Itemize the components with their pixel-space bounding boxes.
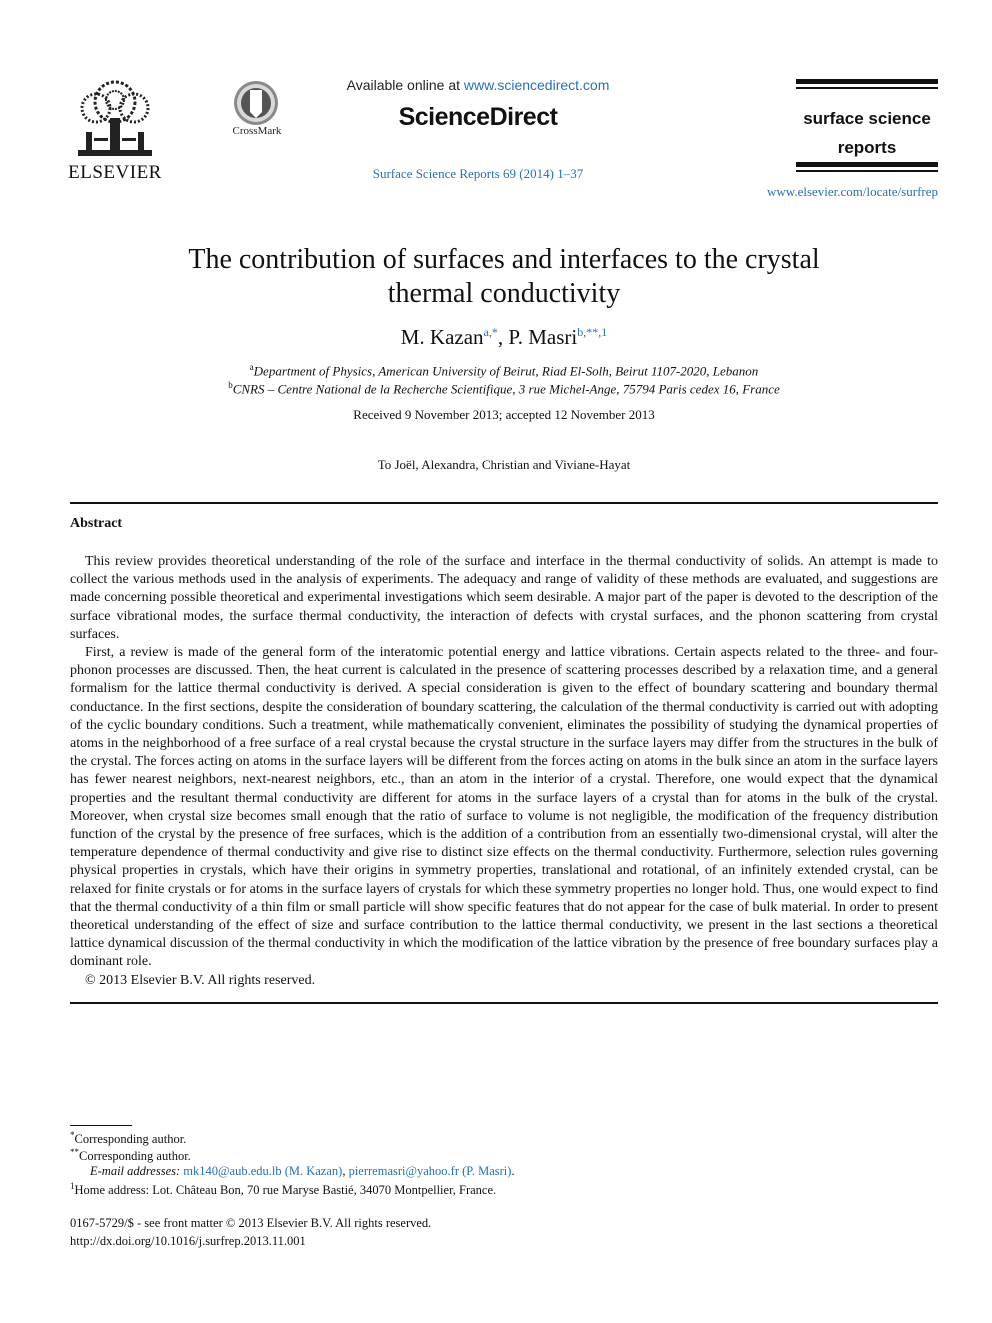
- available-online: [300, 77, 656, 93]
- footnote-home-address: [70, 1181, 938, 1198]
- received-dates: Received 9 November 2013; accepted 12 November 2013: [353, 407, 655, 422]
- title-line-2: thermal conductivity: [387, 278, 621, 309]
- elsevier-tree-icon: [72, 78, 158, 160]
- article-title: [120, 243, 888, 311]
- abstract-copyright: © 2013 Elsevier B.V. All rights reserved.: [85, 972, 316, 988]
- footnote-rule: [70, 1125, 132, 1126]
- footnote-corresponding-1: [70, 1130, 938, 1147]
- journal-reference[interactable]: Surface Science Reports 69 (2014) 1–37: [372, 166, 584, 181]
- affiliation-a: [120, 362, 888, 379]
- front-matter-line: 0167-5729/$ - see front matter © 2013 Elsevier B.V. All rights reserved.: [70, 1216, 432, 1230]
- elsevier-wordmark: ELSEVIER: [68, 162, 162, 183]
- footnote-1-text: Corresponding author.: [74, 1132, 187, 1147]
- affiliation-b-text: CNRS – Centre National de la Recherche Scientifique, 3 rue Michel-Ange, 75794 Paris cedex 16, France: [232, 381, 780, 397]
- crossmark-label: CrossMark: [232, 125, 282, 137]
- journal-brand-rule-top: [796, 79, 938, 89]
- email-label: E-mail addresses:: [90, 1164, 181, 1178]
- abstract-rule-bottom: [70, 1002, 938, 1004]
- email-masri-link[interactable]: pierremasri@yahoo.fr (P. Masri): [348, 1164, 512, 1178]
- elsevier-logo[interactable]: [68, 78, 162, 186]
- abstract-rule-top: [70, 502, 938, 504]
- author-list: [120, 325, 888, 350]
- footnote-1-mark: *: [70, 1130, 75, 1140]
- footnote-2-text: Corresponding author.: [79, 1149, 191, 1164]
- crossmark-badge[interactable]: [222, 80, 292, 142]
- journal-brand-rule-bottom: [796, 162, 938, 172]
- journal-homepage-link[interactable]: www.elsevier.com/locate/surfrep: [767, 184, 938, 199]
- author-kazan-marks[interactable]: a,*: [483, 325, 498, 339]
- footnote-4-text: Home address: Lot. Château Bon, 70 rue Maryse Bastié, 34070 Montpellier, France.: [74, 1183, 497, 1198]
- journal-brand: [796, 104, 938, 162]
- author-kazan[interactable]: M. Kazan: [400, 325, 484, 349]
- crossmark-icon: [233, 80, 279, 126]
- affiliation-b-mark: b: [228, 380, 233, 390]
- affiliation-a-text: Department of Physics, American University of Beirut, Riad El-Solh, Beirut 1107-2020, Lebanon: [253, 363, 759, 379]
- doi-link[interactable]: http://dx.doi.org/10.1016/j.surfrep.2013.11.001: [70, 1234, 306, 1248]
- sciencedirect-logo[interactable]: ScienceDirect: [398, 103, 558, 131]
- author-separator: ,: [497, 325, 509, 349]
- title-line-1: The contribution of surfaces and interfaces to the crystal: [188, 244, 820, 275]
- sciencedirect-link[interactable]: www.sciencedirect.com: [463, 77, 610, 93]
- abstract-heading: Abstract: [70, 516, 123, 531]
- abstract-paragraph-2: First, a review is made of the general form of the interatomic potential energy and lattice vibrations. Certain aspects related to the three- and four-phonon processes are discussed. Then, the heat current is calculated in the presence of scattering processes described by a relaxation time, and a general formalism for the lattice thermal conductivity is derived. A special consideration is given to the effect of boundary scattering and boundary thermal conductance. In the first sections, despite the consideration of boundary scattering, the calculation of the thermal conductivity is carried out with adopting of the cyclic boundary conditions. Such a treatment, while mathematically convenient, eliminates the possibility of studying the dynamical properties of atoms in the neighborhood of a free surface of a real crystal because the crystal structure in the surface layers may differ from the structures in the bulk of the crystal. The forces acting on atoms in the surface layers will be different from the forces acting on atoms in the bulk since an atom in the surface layers has fewer nearest neighbors, next-nearest neighbors, etc., than an atom in the interior of a crystal. Therefore, one would expect that the dynamical properties and the resultant thermal conductivity are different for atoms in the surface layers of a crystal than for atoms in the bulk of the crystal. Moreover, when crystal size becomes small enough that the ratio of surface to volume is not negligible, the modification of the frequency distribution function of the crystal by the presence of free surfaces, which is the addition of a contribution from an essentially two-dimensional crystal, will alter the temperature dependence of thermal conductivity and give rise to distinct size effects on the thermal conductivity. Furthermore, selection rules governing physical properties in crystals, which have their origins in symmetry properties, translational and rotational, of an infinitely extended crystal, can be relaxed for finite crystals or for atoms in the surface layers of crystals for which these symmetry properties no longer hold. Thus, one would expect to find that the thermal conductivity of a thin film or small particle will show specific features that do not appear for the case of bulk material. In order to present theoretical understanding of the effect of size and surface contribution to the lattice thermal conductivity, we present in the last sections a theoretical lattice dynamical discussion of the thermal conductivity in which the modification of the lattice vibration by the presence of free boundary surfaces play a dominant role.: [70, 645, 938, 970]
- affiliation-b: [120, 380, 888, 397]
- email-separator: ,: [342, 1164, 349, 1178]
- available-prefix: Available online at: [346, 77, 464, 93]
- footnote-2-mark: **: [70, 1147, 79, 1157]
- affiliation-a-mark: a: [249, 362, 254, 372]
- footnote-corresponding-2: [70, 1147, 938, 1164]
- author-masri-marks[interactable]: b,**,1: [577, 325, 608, 339]
- journal-brand-line1: surface science: [803, 109, 931, 128]
- abstract-body: [70, 553, 938, 990]
- dedication: To Joël, Alexandra, Christian and Viviane-Hayat: [377, 457, 631, 472]
- author-masri[interactable]: P. Masri: [508, 325, 578, 349]
- abstract-paragraph-1: This review provides theoretical understanding of the role of the surface and interface in the thermal conductivity of solids. An attempt is made to collect the various methods used in the analysis of experiments. The adequacy and range of validity of these methods are evaluated, and suggestions are made concerning possible theoretical and experimental investigations which seem desirable. A major part of the paper is devoted to the description of the surface vibrational modes, the surface thermal conductivity, the interaction of defects with crystal surfaces, and the phonon scattering from crystal surfaces.: [70, 554, 938, 642]
- email-end: .: [511, 1164, 515, 1178]
- journal-brand-line2: reports: [837, 138, 897, 157]
- footnote-4-mark: 1: [70, 1181, 75, 1191]
- email-kazan-link[interactable]: mk140@aub.edu.lb (M. Kazan): [183, 1164, 343, 1178]
- footnote-emails: [70, 1164, 938, 1179]
